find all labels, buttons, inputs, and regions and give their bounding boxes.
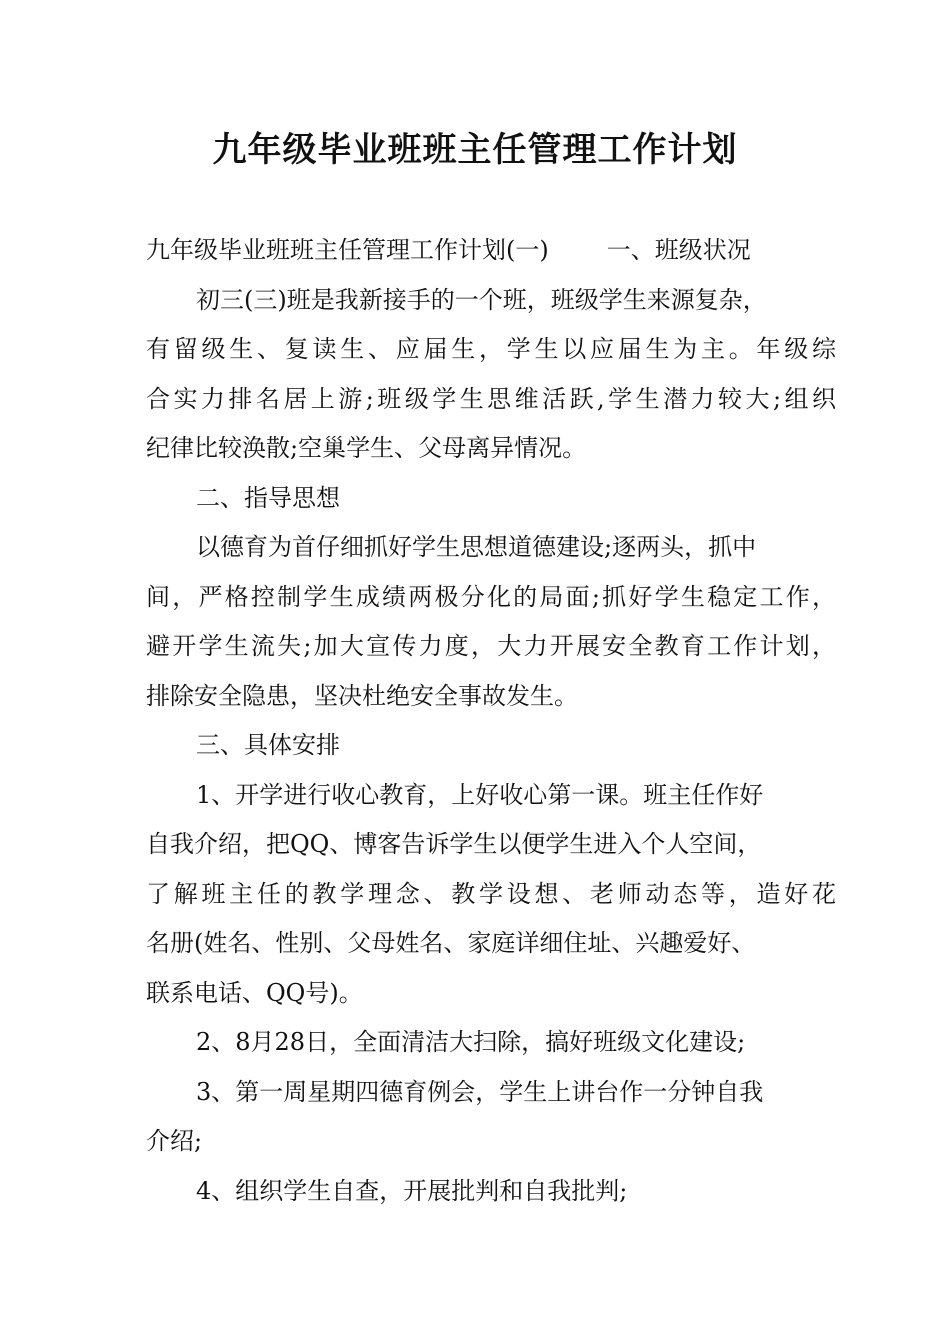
paragraph-line: 以德育为首仔细抓好学生思想道德建设;逐两头，抓中 bbox=[196, 533, 757, 561]
paragraph-line: 间，严格控制学生成绩两极分化的局面;抓好学生稳定工作， bbox=[146, 582, 836, 611]
paragraph-line: 初三(三)班是我新接手的一个班，班级学生来源复杂， bbox=[196, 285, 767, 314]
paragraph-line: 名册(姓名、性别、父母姓名、家庭详细住址、兴趣爱好、 bbox=[146, 929, 756, 957]
paragraph-line: 介绍; bbox=[146, 1127, 203, 1155]
paragraph-line: 3、第一周星期四德育例会，学生上讲台作一分钟自我 bbox=[196, 1077, 764, 1106]
section-heading-arrangement: 三、具体安排 bbox=[196, 731, 340, 759]
document-title: 九年级毕业班班主任管理工作计划 bbox=[212, 130, 738, 170]
paragraph-line: 纪律比较涣散;空巢学生、父母离异情况。 bbox=[146, 434, 587, 462]
paragraph-line: 有留级生、复读生、应届生，学生以应届生为主。年级综 bbox=[146, 335, 836, 363]
paragraph-line: 合实力排名居上游;班级学生思维活跃,学生潜力较大;组织 bbox=[146, 384, 836, 413]
paragraph-line bbox=[146, 226, 836, 276]
paragraph-line: 避开学生流失;加大宣传力度，大力开展安全教育工作计划， bbox=[146, 632, 836, 660]
paragraph-line: 自我介绍，把QQ、博客告诉学生以便学生进入个人空间， bbox=[146, 830, 762, 858]
document-body bbox=[146, 226, 836, 1216]
paragraph-line: 排除安全隐患，坚决杜绝安全事故发生。 bbox=[146, 681, 578, 710]
paragraph-line: 2、8月28日，全面清洁大扫除，搞好班级文化建设; bbox=[196, 1028, 746, 1056]
paragraph-line: 4、组织学生自查，开展批判和自我批判; bbox=[196, 1176, 628, 1205]
paragraph-line: 了解班主任的教学理念、教学设想、老师动态等，造好花 bbox=[146, 879, 836, 908]
section-heading-main: 九年级毕业班班主任管理工作计划(一) bbox=[146, 236, 549, 264]
section-heading-class-status: 一、班级状况 bbox=[606, 236, 751, 264]
paragraph-line: 联系电话、QQ号)。 bbox=[146, 978, 363, 1007]
paragraph-line: 1、开学进行收心教育，上好收心第一课。班主任作好 bbox=[196, 780, 764, 809]
section-heading-guiding-thought: 二、指导思想 bbox=[196, 483, 340, 512]
